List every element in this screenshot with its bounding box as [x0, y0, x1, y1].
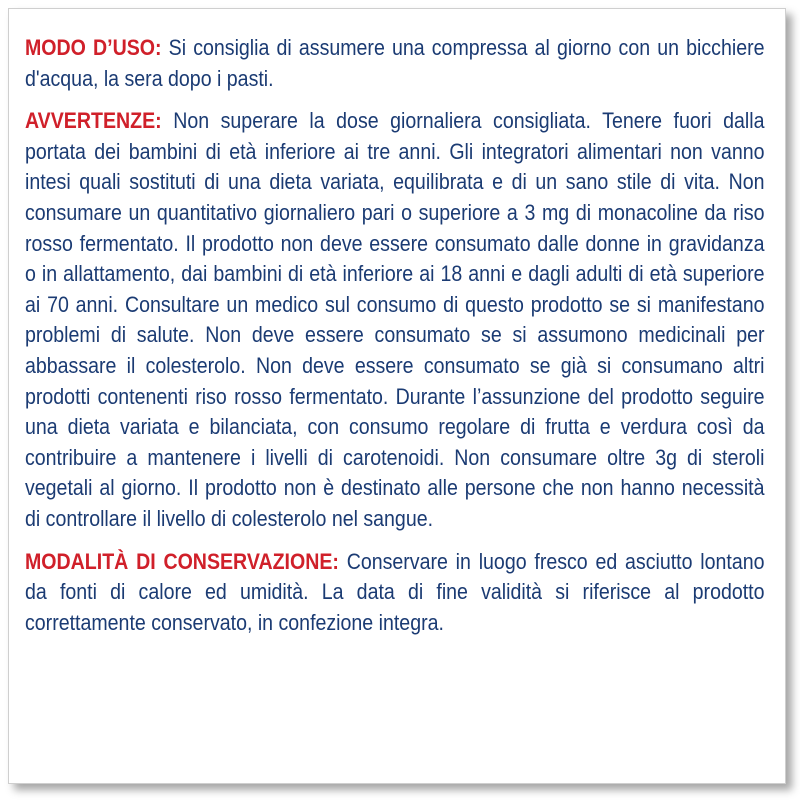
- usage-text: Si consiglia di assumere una compressa al giorno con un bicchiere d'acqua, la sera dopo i pasti.: [25, 35, 765, 91]
- label-text-block: [25, 33, 765, 650]
- label-panel: [8, 8, 786, 784]
- warnings-text: Non superare la dose giornaliera consigliata. Tenere fuori dalla portata dei bambini di età inferiore ai tre anni. Gli integratori alimentari non vanno intesi quali sostituti di una dieta variata, equilibrata e di un sano stile di vita. Non consumare un quantitativo giornaliero pari o superiore a 3 mg di monacoline da riso rosso fermentato. Il prodotto non deve essere consumato dalle donne in gravidanza o in allattamento, dai bambini di età inferiore ai 18 anni e dagli adulti di età superiore ai 70 anni. Consultare un medico sul consumo di questo prodotto se si manifestano problemi di salute. Non deve essere consumato se si assumono medicinali per abbassare il colesterolo. Non deve essere consumato se già si consumano altri prodotti contenenti riso rosso fermentato. Durante l’assunzione del prodotto seguire una dieta variata e bilanciata, con consumo regolare di frutta e verdura così da contribuire a mantenere i livelli di carotenoidi. Non consumare oltre 3g di steroli vegetali al giorno. Il prodotto non è destinato alle persone che non hanno necessità di controllare il livello di colesterolo nel sangue.: [25, 108, 765, 531]
- warnings-heading: AVVERTENZE:: [25, 108, 162, 134]
- storage-heading: MODALITÀ DI CONSERVAZIONE:: [25, 548, 339, 574]
- storage-text: Conservare in luogo fresco ed asciutto lontano da fonti di calore ed umidità. La data di fine validità si riferisce al prodotto correttamente conservato, in confezione integra.: [25, 548, 765, 635]
- warnings-paragraph: [25, 106, 765, 534]
- usage-paragraph: [25, 33, 765, 94]
- usage-heading: MODO D’USO:: [25, 35, 162, 60]
- storage-paragraph: [25, 547, 765, 639]
